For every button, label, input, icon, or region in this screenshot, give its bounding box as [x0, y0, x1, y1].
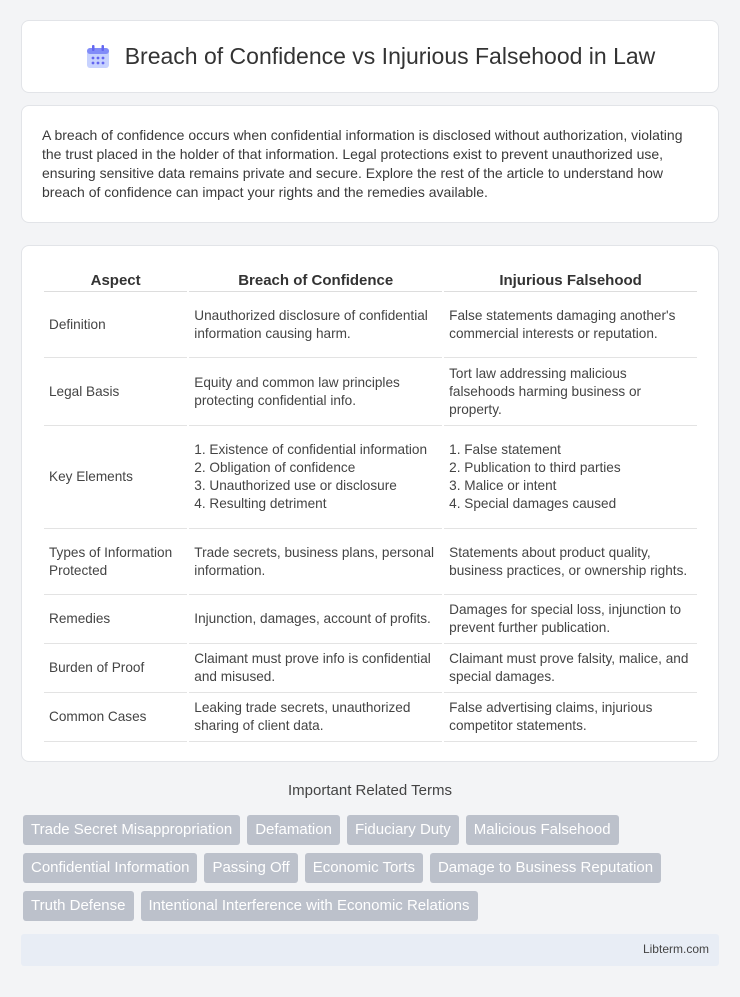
table-row [44, 358, 697, 426]
related-term-tag[interactable]: Economic Torts [305, 853, 423, 883]
breach-cell: Trade secrets, business plans, personal information. [189, 529, 442, 595]
row-aspect: Legal Basis [44, 358, 187, 426]
falsehood-cell: Statements about product quality, business practices, or ownership rights. [444, 529, 697, 595]
falsehood-cell: 1. False statement 2. Publication to third parties 3. Malice or intent 4. Special damages caused [444, 426, 697, 529]
table-row [44, 292, 697, 358]
table-row [44, 529, 697, 595]
related-terms-title: Important Related Terms [288, 782, 452, 799]
related-term-tag[interactable]: Truth Defense [23, 891, 134, 921]
column-header: Injurious Falsehood [444, 266, 697, 292]
breach-cell: Equity and common law principles protecting confidential info. [189, 358, 442, 426]
related-term-tag[interactable]: Intentional Interference with Economic Relations [141, 891, 478, 921]
falsehood-cell: False advertising claims, injurious competitor statements. [444, 693, 697, 742]
row-aspect: Definition [44, 292, 187, 358]
row-aspect: Remedies [44, 595, 187, 644]
row-aspect: Types of Information Protected [44, 529, 187, 595]
related-term-tag[interactable]: Defamation [247, 815, 340, 845]
breach-cell: 1. Existence of confidential information 2. Obligation of confidence 3. Unauthorized use or disclosure 4. Resulting detriment [189, 426, 442, 529]
breach-cell: Injunction, damages, account of profits. [189, 595, 442, 644]
row-aspect: Common Cases [44, 693, 187, 742]
related-term-tag[interactable]: Confidential Information [23, 853, 197, 883]
intro-card [21, 105, 719, 223]
intro-text: A breach of confidence occurs when confidential information is disclosed without authorization, violating the trust placed in the holder of that information. Legal protections exist to prevent unauthorized use, ensuring sensitive data remains private and secure. Explore the rest of the article to understand how breach of confidence can impact your rights and the remedies available. [42, 127, 683, 200]
related-term-tag[interactable]: Trade Secret Misappropriation [23, 815, 240, 845]
related-term-tag[interactable]: Fiduciary Duty [347, 815, 459, 845]
falsehood-cell: Claimant must prove falsity, malice, and special damages. [444, 644, 697, 693]
table-header-row [44, 266, 697, 292]
comparison-table [42, 266, 699, 742]
related-tags [23, 815, 723, 921]
header-card [21, 20, 719, 93]
table-row [44, 426, 697, 529]
row-aspect: Key Elements [44, 426, 187, 529]
related-terms-section [0, 782, 740, 799]
column-header: Aspect [44, 266, 187, 292]
falsehood-cell: Damages for special loss, injunction to prevent further publication. [444, 595, 697, 644]
breach-cell: Claimant must prove info is confidential and misused. [189, 644, 442, 693]
table-row [44, 693, 697, 742]
breach-cell: Unauthorized disclosure of confidential information causing harm. [189, 292, 442, 358]
table-row [44, 644, 697, 693]
table-row [44, 595, 697, 644]
page-title: Breach of Confidence vs Injurious Falsehood in Law [124, 43, 656, 69]
comparison-card [21, 245, 719, 762]
falsehood-cell: False statements damaging another's commercial interests or reputation. [444, 292, 697, 358]
related-term-tag[interactable]: Damage to Business Reputation [430, 853, 661, 883]
breach-cell: Leaking trade secrets, unauthorized sharing of client data. [189, 693, 442, 742]
calendar-icon [85, 44, 111, 70]
related-term-tag[interactable]: Passing Off [204, 853, 297, 883]
related-term-tag[interactable]: Malicious Falsehood [466, 815, 619, 845]
column-header: Breach of Confidence [189, 266, 442, 292]
row-aspect: Burden of Proof [44, 644, 187, 693]
falsehood-cell: Tort law addressing malicious falsehoods harming business or property. [444, 358, 697, 426]
footer-site[interactable]: Libterm.com [642, 942, 709, 956]
footer [21, 934, 719, 966]
